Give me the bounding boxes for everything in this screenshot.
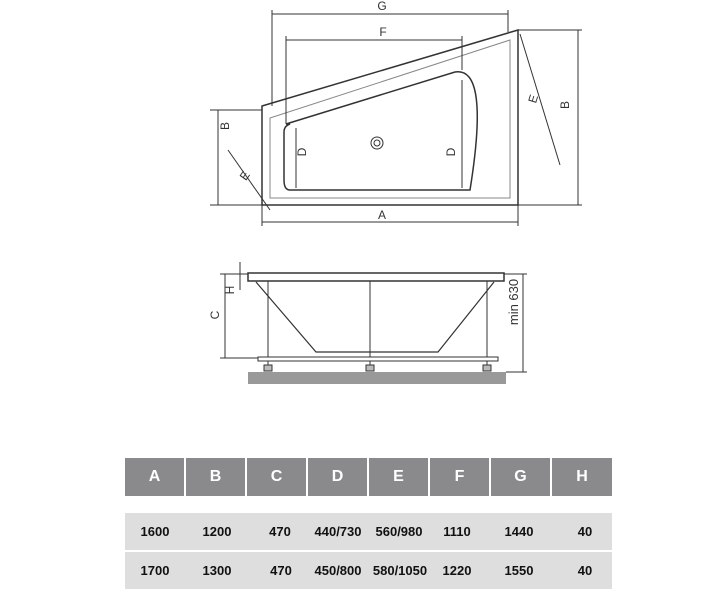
- dim-label-g: G: [377, 0, 387, 13]
- tub-outline: [262, 30, 518, 205]
- dim-label-min-height: min 630: [506, 278, 521, 326]
- side-view-labels: [208, 279, 521, 325]
- top-view-labels: [218, 0, 572, 222]
- table-header-b: B: [186, 458, 245, 496]
- table-header-f: F: [430, 458, 489, 496]
- table-cell: 470: [270, 563, 292, 578]
- tub-bowl: [270, 40, 510, 198]
- table-header-e: E: [369, 458, 428, 496]
- foot: [264, 365, 272, 371]
- table-cell: 1300: [202, 563, 232, 578]
- table-row: [125, 552, 612, 589]
- table-cell: 580/1050: [372, 563, 428, 578]
- table-cell: 40: [577, 524, 593, 539]
- table-header-a: A: [125, 458, 184, 496]
- table-cell: 1440: [504, 524, 534, 539]
- floor: [248, 372, 506, 384]
- drain-icon: [371, 137, 383, 149]
- support-frame: [258, 357, 498, 361]
- table-cell: 450/800: [314, 563, 362, 578]
- table-cell: 1110: [443, 524, 471, 539]
- table-cell: 1700: [140, 563, 170, 578]
- table-cell: 440/730: [314, 524, 362, 539]
- table-header-g: G: [491, 458, 550, 496]
- dim-label-d-left: D: [295, 147, 309, 157]
- table-header-c: C: [247, 458, 306, 496]
- dim-label-e-left: E: [236, 168, 253, 184]
- foot: [483, 365, 491, 371]
- table-cell: 470: [269, 524, 291, 539]
- table-cell: 560/980: [375, 524, 423, 539]
- dim-label-b-left: B: [218, 121, 232, 131]
- dim-label-d-right: D: [444, 147, 458, 157]
- dim-label-a: A: [377, 208, 387, 222]
- dim-label-c: C: [208, 310, 222, 320]
- dim-label-b-right: B: [558, 100, 572, 110]
- table-cell: 1600: [140, 524, 170, 539]
- top-view: [210, 10, 582, 226]
- dim-label-e-right: E: [525, 92, 542, 105]
- table-header-d: D: [308, 458, 367, 496]
- tub-rim: [248, 273, 504, 281]
- table-cell: 1200: [202, 524, 232, 539]
- dim-label-h: H: [223, 285, 237, 295]
- dim-label-f: F: [379, 25, 387, 39]
- table-cell: 1220: [442, 563, 472, 578]
- table-header-h: H: [552, 458, 612, 496]
- table-cell: 1550: [504, 563, 534, 578]
- table-row: [125, 513, 612, 550]
- tub-body: [256, 282, 494, 352]
- tub-basin: [284, 72, 477, 190]
- table-cell: 40: [577, 563, 593, 578]
- foot: [366, 365, 374, 371]
- side-view: [220, 262, 527, 384]
